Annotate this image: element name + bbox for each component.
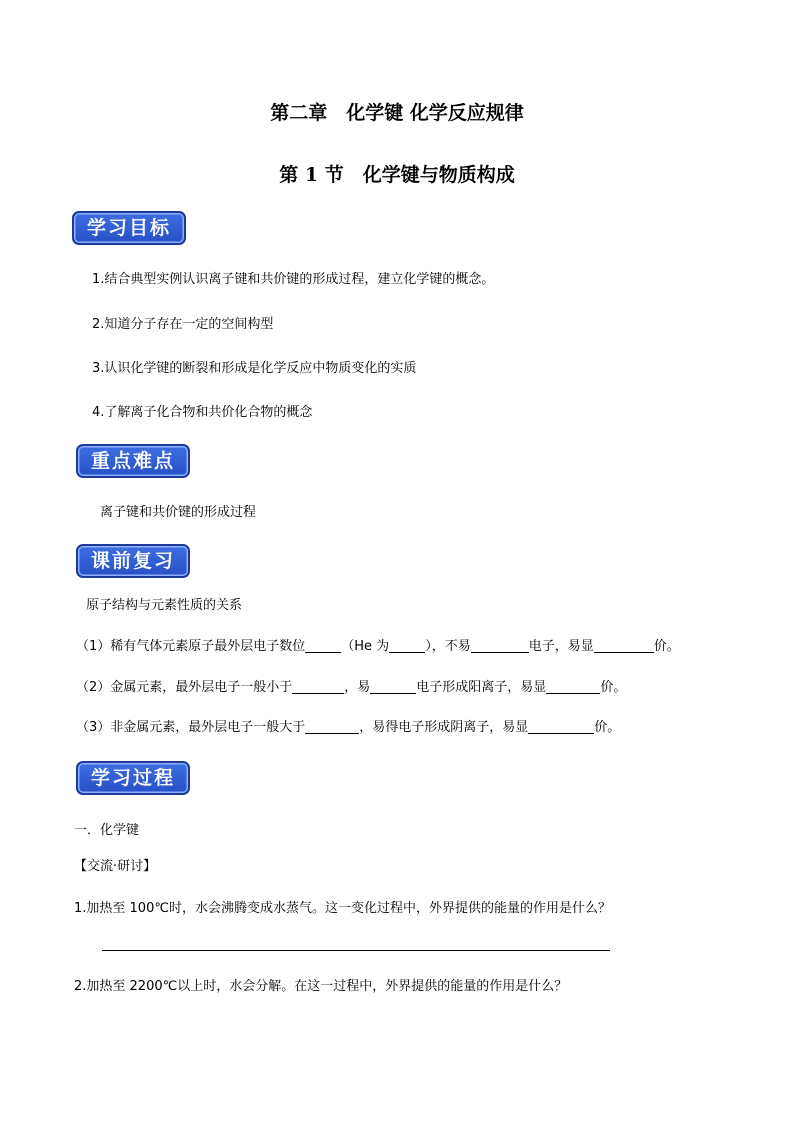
review-question-1: （1）稀有气体元素原子最外层电子数位 （He 为 ），不易 电子，易显 价。 xyxy=(76,639,680,654)
answer-blank[interactable] xyxy=(546,679,600,694)
objective-item: 1.结合典型实例认识离子键和共价键的形成过程，建立化学键的概念。 xyxy=(92,272,495,287)
discussion-heading: 【交流·研讨】 xyxy=(74,859,157,874)
key-points-text: 离子键和共价键的形成过程 xyxy=(100,505,257,520)
objective-item: 2.知道分子存在一定的空间构型 xyxy=(92,317,274,332)
chapter-title: 第二章 化学键 化学反应规律 xyxy=(270,102,524,124)
answer-blank[interactable] xyxy=(305,638,341,653)
review-intro: 原子结构与元素性质的关系 xyxy=(86,598,243,613)
answer-line[interactable] xyxy=(102,950,610,951)
review-badge: 课前复习 xyxy=(76,544,190,578)
answer-blank[interactable] xyxy=(305,719,359,734)
objective-item: 3.认识化学键的断裂和形成是化学反应中物质变化的实质 xyxy=(92,361,417,376)
objective-item: 4.了解离子化合物和共价化合物的概念 xyxy=(92,405,313,420)
process-badge: 学习过程 xyxy=(76,761,190,795)
review-question-3: （3）非金属元素，最外层电子一般大于 ，易得电子形成阴离子，易显 价。 xyxy=(76,720,621,735)
question-2: 2.加热至 2200℃以上时，水会分解。在这一过程中，外界提供的能量的作用是什么？ xyxy=(74,979,568,994)
question-1: 1.加热至 100℃时，水会沸腾变成水蒸气。这一变化过程中，外界提供的能量的作用是什么？ xyxy=(74,901,611,916)
answer-blank[interactable] xyxy=(471,638,529,653)
section-title: 第 1 节 化学键与物质构成 xyxy=(279,164,515,186)
objectives-badge: 学习目标 xyxy=(72,211,186,245)
answer-blank[interactable] xyxy=(292,679,344,694)
answer-blank[interactable] xyxy=(370,679,416,694)
answer-blank[interactable] xyxy=(389,638,425,653)
key-points-badge: 重点难点 xyxy=(76,444,190,478)
review-question-2: （2）金属元素，最外层电子一般小于 ，易 电子形成阳离子，易显 价。 xyxy=(76,680,627,695)
subsection-title: 一．化学键 xyxy=(74,823,140,838)
answer-blank[interactable] xyxy=(528,719,594,734)
answer-blank[interactable] xyxy=(594,638,654,653)
